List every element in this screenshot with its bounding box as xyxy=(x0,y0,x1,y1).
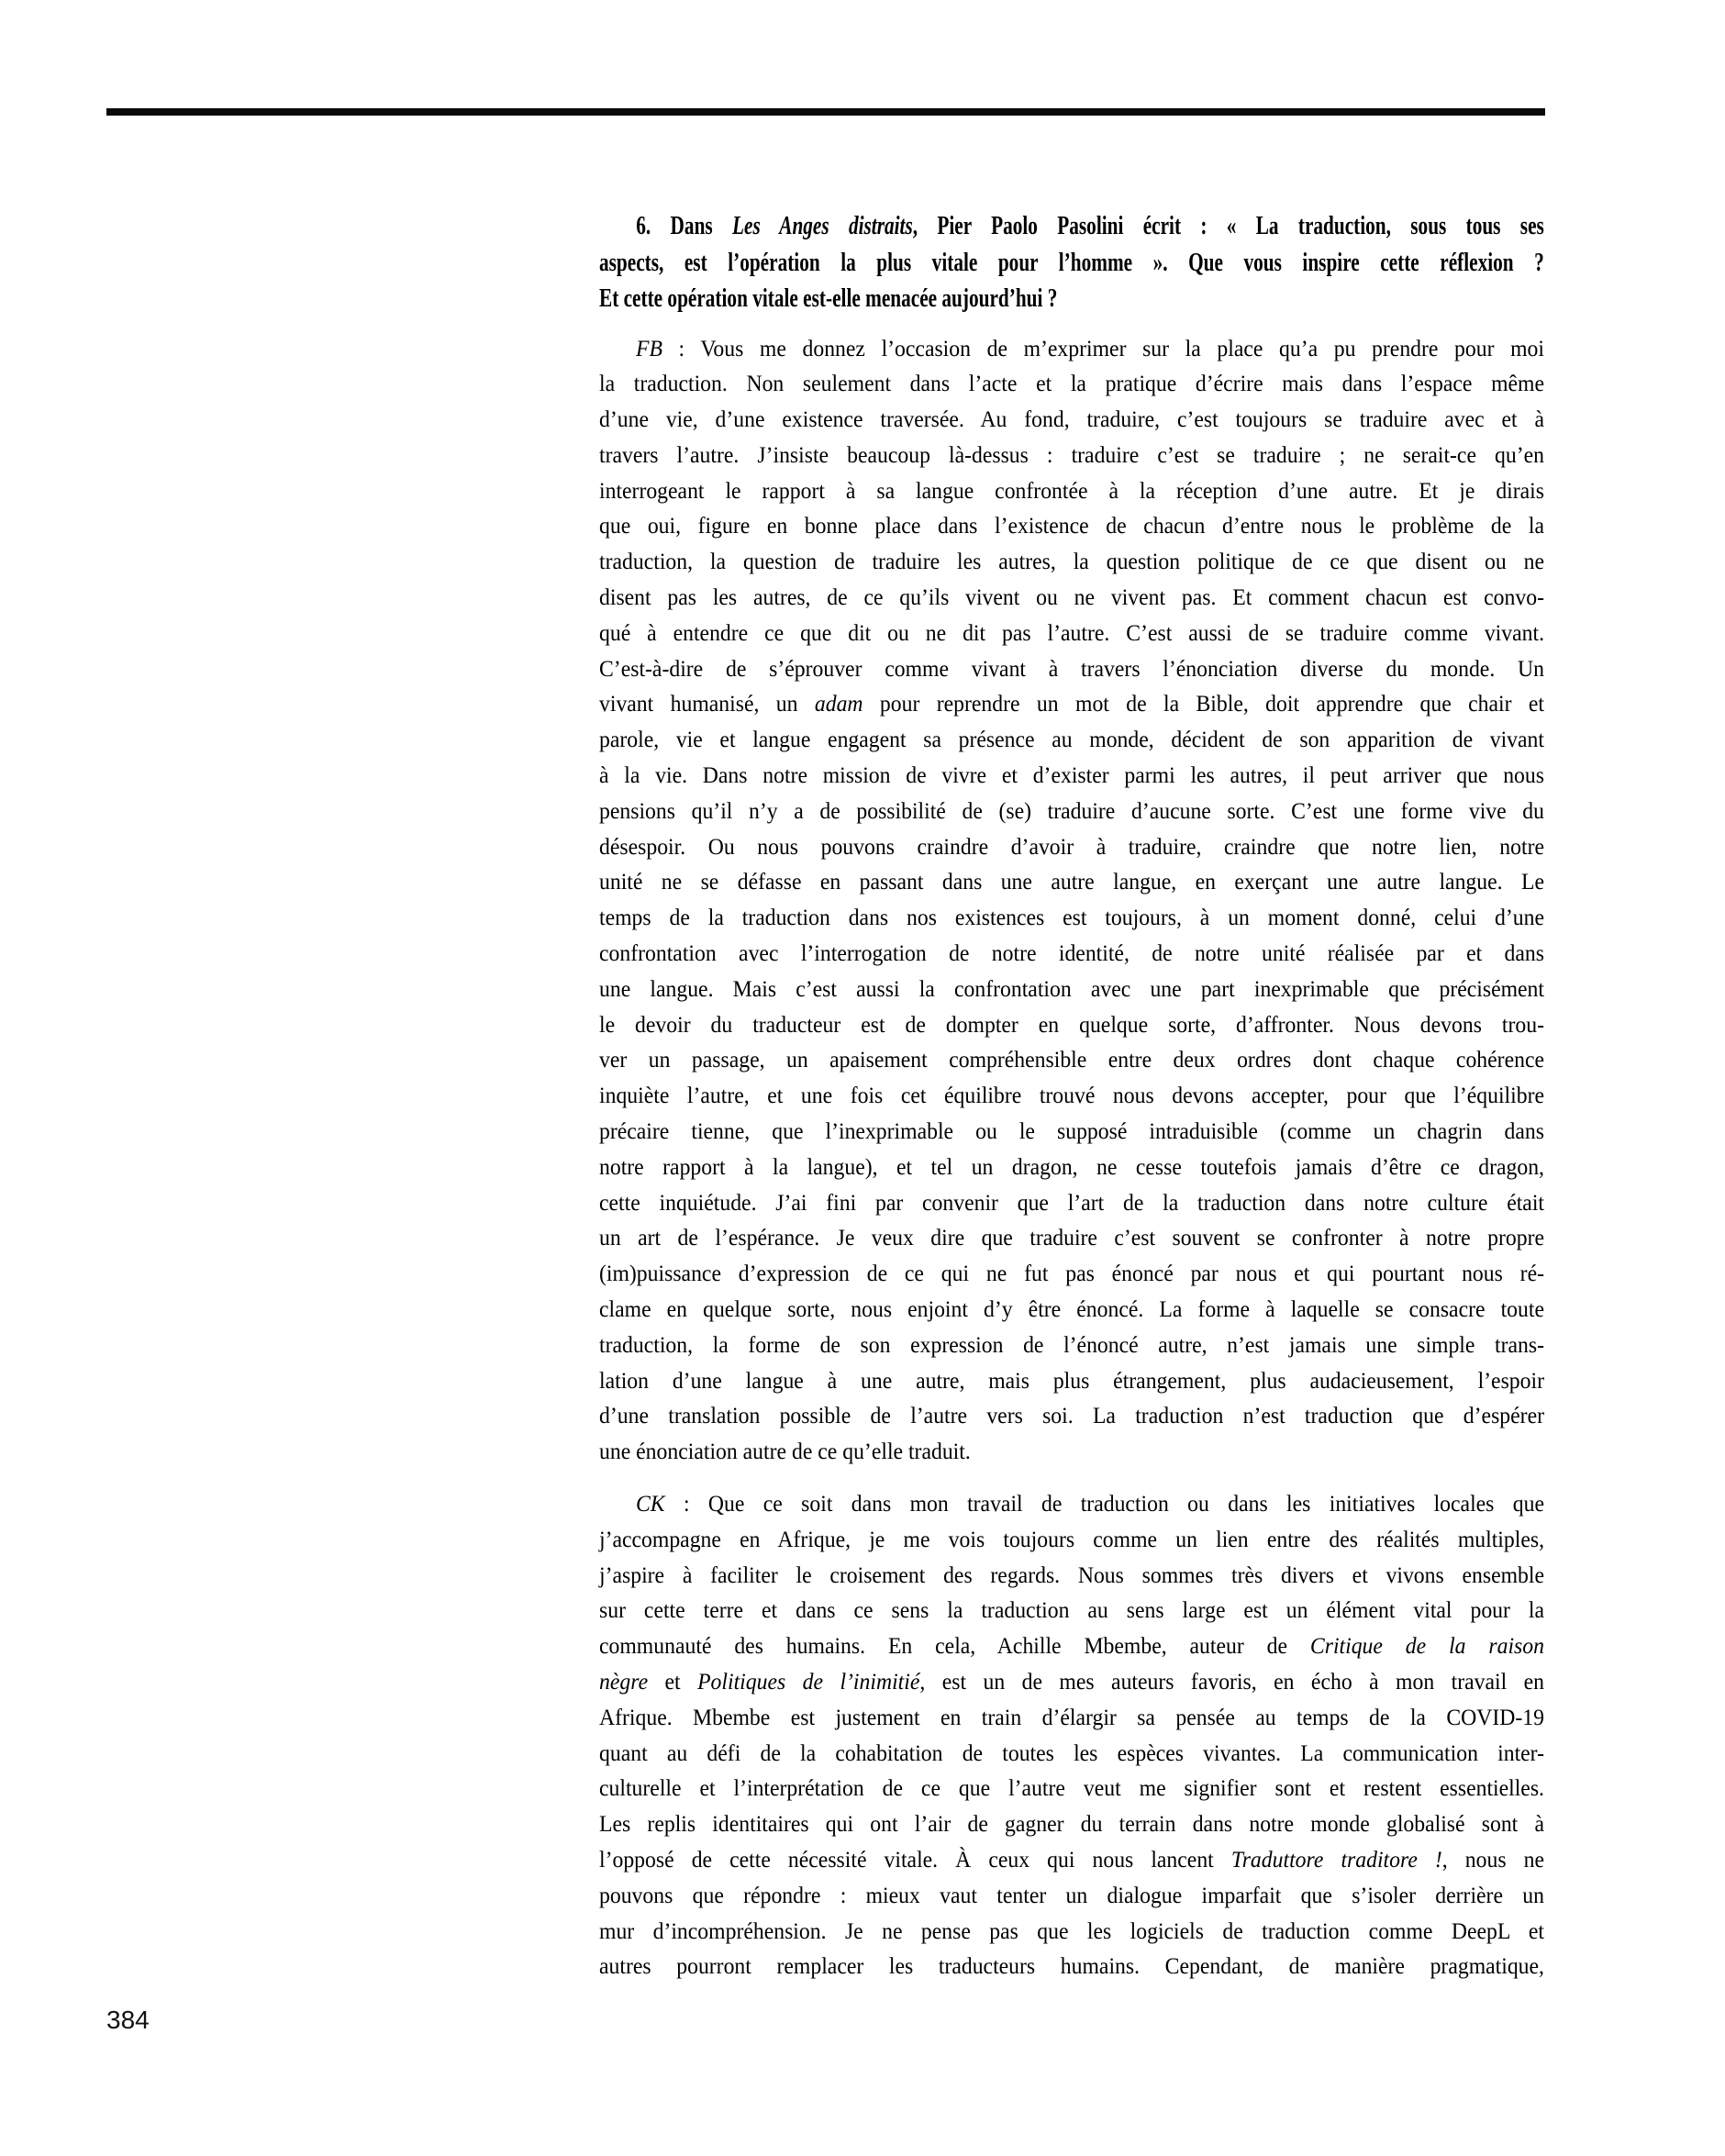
text-line: 6. Dans Les Anges distraits, Pier Paolo Pasolini écrit : « La traduction, sous tous ses xyxy=(636,212,1544,240)
text-line: inquiète l’autre, et une fois cet équilibre trouvé nous devons accepter, pour que l’équilibre xyxy=(599,1082,1544,1109)
text-line: quant au défi de la cohabitation de toutes les espèces vivantes. La communication inter- xyxy=(599,1739,1544,1766)
text-line: ver un passage, un apaisement compréhensible entre deux ordres dont chaque cohérence xyxy=(599,1046,1544,1073)
text-line: un art de l’espérance. Je veux dire que traduire c’est souvent se confronter à notre propre xyxy=(599,1224,1544,1251)
text-line: une langue. Mais c’est aussi la confrontation avec une part inexprimable que précisément xyxy=(599,974,1544,1002)
text-line: que oui, figure en bonne place dans l’existence de chacun d’entre nous le problème de la xyxy=(599,512,1544,539)
text-line: le devoir du traducteur est de dompter en quelque sorte, d’affronter. Nous devons trou- xyxy=(599,1010,1544,1038)
text-line: l’opposé de cette nécessité vitale. À ceux qui nous lancent Traduttore traditore !, nous ne xyxy=(599,1845,1545,1873)
text-line: pensions qu’il n’y a de possibilité de (se) traduire d’aucune sorte. C’est une forme vive du xyxy=(599,796,1544,824)
text-line: vivant humanisé, un adam pour reprendre un mot de la Bible, doit apprendre que chair et xyxy=(599,690,1545,717)
text-line: nègre et Politiques de l’inimitié, est un de mes auteurs favoris, en écho à mon travail en xyxy=(599,1667,1544,1695)
text-line: lation d’une langue à une autre, mais plus étrangement, plus audacieusement, l’espoir xyxy=(599,1366,1544,1394)
text-line: confrontation avec l’interrogation de notre identité, de notre unité réalisée par et dans xyxy=(599,939,1544,967)
text-line: une énonciation autre de ce qu’elle traduit. xyxy=(599,1438,971,1465)
text-line: cette inquiétude. J’ai fini par convenir que l’art de la traduction dans notre culture était xyxy=(599,1188,1544,1216)
text-line: d’une translation possible de l’autre vers soi. La traduction n’est traduction que d’espérer xyxy=(599,1402,1544,1429)
text-line: Les replis identitaires qui ont l’air de gagner du terrain dans notre monde globalisé sont à xyxy=(599,1810,1544,1838)
text-line: désespoir. Ou nous pouvons craindre d’avoir à traduire, craindre que notre lien, notre xyxy=(599,832,1544,860)
text-line: parole, vie et langue engagent sa présence au monde, décident de son apparition de vivant xyxy=(599,726,1544,753)
text-line: aspects, est l’opération la plus vitale pour l’homme ». Que vous inspire cette réflexion ? xyxy=(599,248,1544,277)
text-line: culturelle et l’interprétation de ce que l’autre veut me signifier sont et restent essentielles. xyxy=(599,1774,1544,1802)
text-line: communauté des humains. En cela, Achille Mbembe, auteur de Critique de la raison xyxy=(599,1632,1544,1660)
text-line: autres pourront remplacer les traducteurs humains. Cependant, de manière pragmatique, xyxy=(599,1952,1544,1980)
answer-paragraph-ck xyxy=(599,1486,1544,1984)
text-line: interrogeant le rapport à sa langue confrontée à la réception d’une autre. Et je dirais xyxy=(599,476,1544,504)
text-line: notre rapport à la langue), et tel un dragon, ne cesse toutefois jamais d’être ce dragon, xyxy=(599,1152,1544,1180)
text-line: sur cette terre et dans ce sens la traduction au sens large est un élément vital pour la xyxy=(599,1596,1544,1624)
text-line: d’une vie, d’une existence traversée. Au fond, traduire, c’est toujours se traduire avec et à xyxy=(599,406,1544,433)
text-line: FB : Vous me donnez l’occasion de m’exprimer sur la place qu’a pu prendre pour moi xyxy=(635,334,1544,361)
text-line: temps de la traduction dans nos existences est toujours, à un moment donné, celui d’une xyxy=(599,904,1544,931)
page-number: 384 xyxy=(106,2006,150,2034)
text-line: C’est-à-dire de s’éprouver comme vivant à travers l’énonciation diverse du monde. Un xyxy=(599,654,1544,682)
text-column xyxy=(599,208,1544,1984)
text-line: Et cette opération vitale est-elle menacée aujourd’hui ? xyxy=(599,284,1058,313)
text-line: j’aspire à faciliter le croisement des regards. Nous sommes très divers et vivons ensemble xyxy=(599,1561,1544,1588)
text-line: à la vie. Dans notre mission de vivre et d’exister parmi les autres, il peut arriver que nous xyxy=(599,761,1544,789)
text-line: précaire tienne, que l’inexprimable ou le supposé intraduisible (comme un chagrin dans xyxy=(599,1117,1544,1145)
text-line: traduction, la forme de son expression de l’énoncé autre, n’est jamais une simple trans- xyxy=(599,1330,1544,1358)
text-line: la traduction. Non seulement dans l’acte et la pratique d’écrire mais dans l’espace même xyxy=(599,370,1544,397)
text-line: unité ne se défasse en passant dans une autre langue, en exerçant une autre langue. Le xyxy=(599,868,1544,895)
text-line: Afrique. Mbembe est justement en train d’élargir sa pensée au temps de la COVID-19 xyxy=(599,1703,1544,1730)
text-line: j’accompagne en Afrique, je me vois toujours comme un lien entre des réalités multiples, xyxy=(599,1525,1544,1552)
question-paragraph xyxy=(599,208,1544,317)
answer-paragraph-fb xyxy=(599,331,1544,1471)
text-line: mur d’incompréhension. Je ne pense pas que les logiciels de traduction comme DeepL et xyxy=(599,1917,1544,1944)
text-line: disent pas les autres, de ce qu’ils vivent ou ne vivent pas. Et comment chacun est convo- xyxy=(599,583,1544,611)
text-line: qué à entendre ce que dit ou ne dit pas l’autre. C’est aussi de se traduire comme vivant. xyxy=(599,618,1544,646)
top-rule xyxy=(106,108,1545,116)
text-line: traduction, la question de traduire les autres, la question politique de ce que disent ou ne xyxy=(599,548,1544,575)
text-line: travers l’autre. J’insiste beaucoup là-dessus : traduire c’est se traduire ; ne serait-ce qu’en xyxy=(599,440,1544,468)
text-line: clame en quelque sorte, nous enjoint d’y être énoncé. La forme à laquelle se consacre toute xyxy=(599,1295,1544,1323)
text-line: (im)puissance d’expression de ce qui ne fut pas énoncé par nous et qui pourtant nous ré- xyxy=(599,1260,1544,1287)
text-line: pouvons que répondre : mieux vaut tenter un dialogue imparfait que s’isoler derrière un xyxy=(599,1881,1544,1908)
text-line: CK : Que ce soit dans mon travail de traduction ou dans les initiatives locales que xyxy=(635,1490,1544,1517)
